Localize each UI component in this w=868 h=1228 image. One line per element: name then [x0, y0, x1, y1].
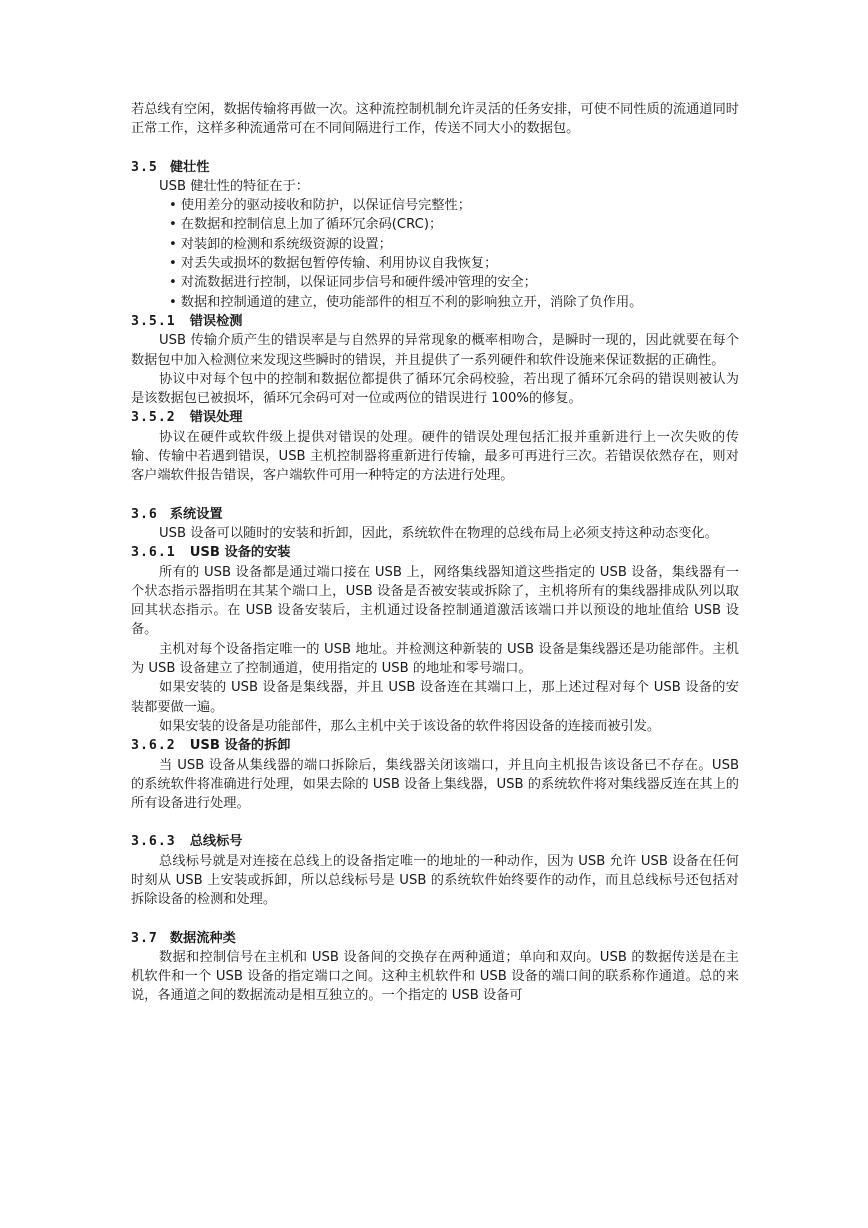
section-number: 3.5: [131, 159, 158, 175]
robustness-list: [131, 196, 739, 312]
section-number: 3.5.1: [131, 313, 176, 329]
section-title: 错误检测: [189, 313, 243, 329]
paragraph-top: 若总线有空闲，数据传输将再做一次。这种流控制机制允许灵活的任务安排，可使不同性质的流通道同时正常工作，这样多种流通常可在不同间隔进行工作，传送不同大小的数据包。: [131, 102, 739, 137]
paragraph: 数据和控制信号在主机和 USB 设备间的交换存在两种通道；单向和双向。USB 的数据传送是在主机软件和一个 USB 设备的指定端口之间。这种主机软件和 USB 设备的端口间的联系称作通道。总的来说，各通道之间的数据流动是相互独立的。一个指定的 USB 设备可: [131, 949, 739, 1004]
paragraph: 所有的 USB 设备都是通过端口接在 USB 上，网络集线器知道这些指定的 USB 设备，集线器有一个状态指示器指明在其某个端口上，USB 设备是否被安装或拆除了，主机将所有的集线器排成队列以取回其状态指示。在 USB 设备安装后，主机通过设备控制通道激活该端口并以预设的地址值给 USB 设备。: [131, 564, 739, 638]
list-item: • 对丢失或损坏的数据包暂停传输、利用协议自我恢复；: [169, 254, 739, 273]
paragraph: 当 USB 设备从集线器的端口拆除后，集线器关闭该端口，并且向主机报告该设备已不存在。USB 的系统软件将准确进行处理，如果去除的 USB 设备上集线器，USB 的系统软件将对集线器反连在其上的所有设备进行处理。: [131, 757, 739, 812]
section-title: 健壮性: [169, 159, 210, 175]
section-title: 总线标号: [189, 834, 243, 850]
section-3-6-1-heading: [131, 543, 739, 562]
section-title: 错误处理: [189, 410, 243, 426]
section-number: 3.5.2: [131, 410, 176, 426]
section-title: USB 设备的拆卸: [189, 738, 291, 754]
document-page: [131, 100, 739, 1006]
section-title: 数据流种类: [169, 930, 236, 946]
list-item: • 对装卸的检测和系统级资源的设置；: [169, 235, 739, 254]
section-3-5-heading: [131, 158, 739, 177]
list-item: • 在数据和控制信息上加了循环冗余码(CRC)；: [169, 215, 739, 234]
section-number: 3.6: [131, 506, 158, 522]
section-title: 系统设置: [169, 506, 223, 522]
list-item: • 对流数据进行控制，以保证同步信号和硬件缓冲管理的安全；: [169, 273, 739, 292]
paragraph: 如果安装的设备是功能部件，那么主机中关于该设备的软件将因设备的连接而被引发。: [159, 718, 661, 734]
paragraph: 主机对每个设备指定唯一的 USB 地址。并检测这种新装的 USB 设备是集线器还是功能部件。主机为 USB 设备建立了控制通道，使用指定的 USB 的地址和零号端口。: [131, 641, 739, 677]
section-number: 3.6.3: [131, 834, 176, 850]
section-3-7-heading: [131, 929, 739, 948]
section-3-6-2-heading: [131, 736, 739, 755]
section-number: 3.6.1: [131, 545, 176, 561]
list-item: • 数据和控制通道的建立，使功能部件的相互不利的影响独立开，消除了负作用。: [169, 293, 739, 312]
section-3-6-3-heading: [131, 832, 739, 851]
section-number: 3.7: [131, 930, 158, 946]
paragraph: 如果安装的 USB 设备是集线器，并且 USB 设备连在其端口上，那上述过程对每个 USB 设备的安装都要做一遍。: [131, 680, 739, 715]
section-3-6-heading: [131, 505, 739, 524]
section-number: 3.6.2: [131, 738, 176, 754]
paragraph: USB 传输介质产生的错误率是与自然界的异常现象的概率相吻合，是瞬时一现的，因此就要在每个数据包中加入检测位来发现这些瞬时的错误，并且提供了一系列硬件和软件设施来保证数据的正确性。: [131, 333, 739, 368]
paragraph: 协议中对每个包中的控制和数据位都提供了循环冗余码校验，若出现了循环冗余码的错误则被认为是该数据包已被损坏，循环冗余码可对一位或两位的错误进行 100%的修复。: [131, 371, 739, 407]
section-title: USB 设备的安装: [189, 545, 291, 561]
list-item: • 使用差分的驱动接收和防护，以保证信号完整性；: [169, 196, 739, 215]
section-3-5-1-heading: [131, 312, 739, 331]
paragraph: 协议在硬件或软件级上提供对错误的处理。硬件的错误处理包括汇报并重新进行上一次失败的传输、传输中若遇到错误，USB 主机控制器将重新进行传输，最多可再进行三次。若错误依然存在，则对客户端软件报告错误，客户端软件可用一种特定的方法进行处理。: [131, 429, 739, 484]
paragraph: 总线标号就是对连接在总线上的设备指定唯一的地址的一种动作，因为 USB 允许 USB 设备在任何时刻从 USB 上安装或拆卸，所以总线标号是 USB 的系统软件始终要作的动作，而且总线标号还包括对拆除设备的检测和处理。: [131, 853, 739, 908]
paragraph: USB 设备可以随时的安装和折卸，因此，系统软件在物理的总线布局上必须支持这种动态变化。: [159, 525, 718, 541]
section-3-5-2-heading: [131, 408, 739, 427]
robustness-intro: USB 健壮性的特征在于：: [159, 178, 309, 194]
